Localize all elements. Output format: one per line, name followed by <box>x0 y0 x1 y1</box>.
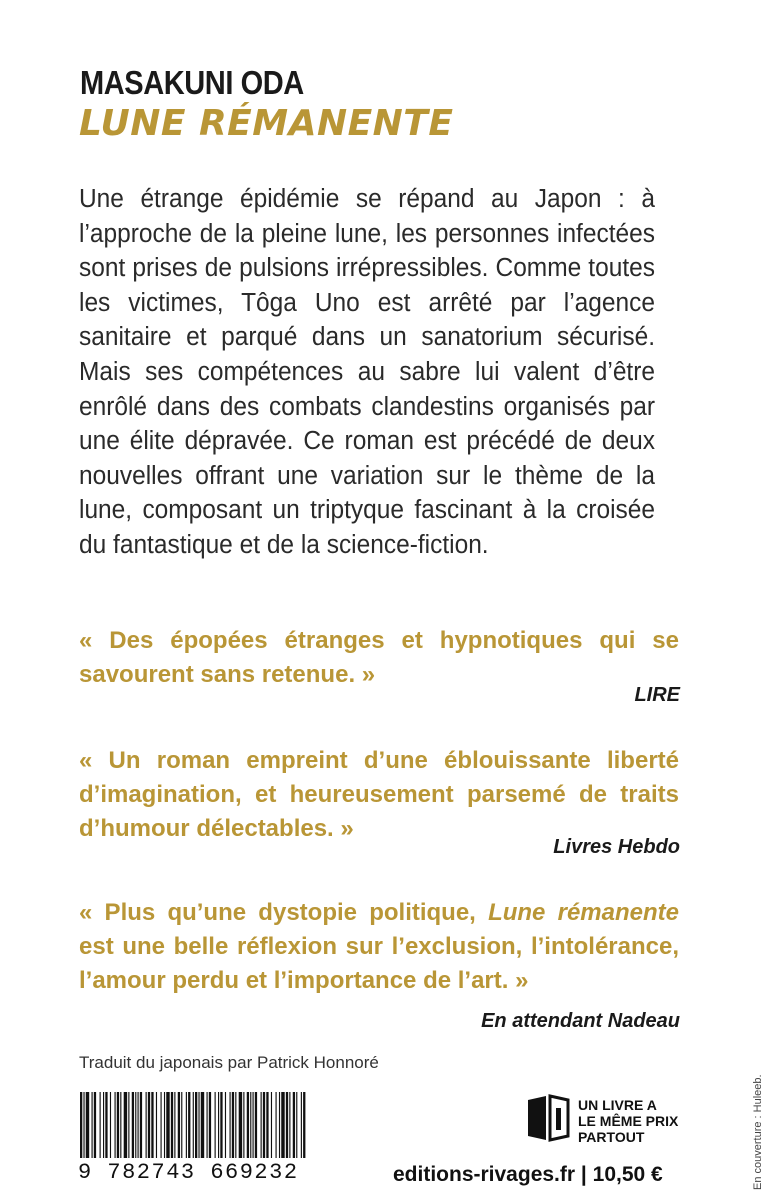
barcode-bar <box>250 1092 251 1158</box>
press-source-2: Livres Hebdo <box>553 836 680 858</box>
barcode-bar <box>303 1092 305 1158</box>
barcode-bar <box>80 1092 82 1158</box>
slogan-line-2: LE MÊME PRIX <box>578 1113 679 1129</box>
quote-3-book-title: Lune rémanente <box>488 899 679 926</box>
press-source-1: LIRE <box>634 684 680 706</box>
barcode-bar <box>138 1092 139 1158</box>
barcode-bar <box>253 1092 254 1158</box>
barcode-bar <box>161 1092 162 1158</box>
barcode-bar <box>220 1092 222 1158</box>
barcode-bar <box>164 1092 165 1158</box>
barcode-bar <box>230 1092 231 1158</box>
barcode-bar <box>148 1092 150 1158</box>
book-price: 10,50 € <box>592 1163 663 1186</box>
barcode-bar <box>132 1092 134 1158</box>
barcode-bar <box>174 1092 175 1158</box>
author-name: MASAKUNI ODA <box>80 64 304 101</box>
barcode-bar <box>201 1092 204 1158</box>
barcode-bar <box>92 1092 93 1158</box>
barcode-bar <box>193 1092 194 1158</box>
translator-credit: Traduit du japonais par Patrick Honnoré <box>79 1053 379 1072</box>
barcode-bar <box>115 1092 116 1158</box>
barcode-bar <box>225 1092 226 1158</box>
footer-separator: | <box>580 1163 587 1186</box>
barcode-bar <box>181 1092 182 1158</box>
barcode-bar <box>166 1092 169 1158</box>
barcode-bar <box>235 1092 236 1158</box>
barcode-bar <box>279 1092 280 1158</box>
barcode-bar <box>86 1092 89 1158</box>
barcode-bar <box>207 1092 208 1158</box>
barcode-bar <box>83 1092 84 1158</box>
barcode-bar <box>110 1092 111 1158</box>
barcode-bar <box>286 1092 288 1158</box>
barcode-bar <box>151 1092 153 1158</box>
barcode-bar <box>103 1092 104 1158</box>
footer <box>393 1163 663 1187</box>
barcode-bar <box>117 1092 119 1158</box>
barcode-bar <box>94 1092 96 1158</box>
barcode-bar <box>140 1092 142 1158</box>
prix-unique-slogan <box>578 1097 678 1145</box>
blurb-text: Une étrange épidémie se répand au Japon : à l’approche de la pleine lune, les personnes infectées sont prises de pulsions irrépressibles. Comme toutes les victimes, Tôga Uno est arrêté par l’agence sanitaire et parqué dans un sanatorium sécurisé. Mais ses compétences au sabre lui valent d’être enrôlé dans des combats clandestins organisés par une élite dépravée. Ce roman est précédé de deux nouvelles offrant une variation sur le thème de la lune, composant un triptyque fascinant à la croisée du fantastique et de la science-fiction. <box>79 185 655 559</box>
press-quote-3 <box>79 896 679 998</box>
slogan-line-3: PARTOUT <box>578 1129 645 1145</box>
quote-3-part-1: « Plus qu’une dystopie politique, <box>79 899 489 926</box>
barcode-bar <box>215 1092 216 1158</box>
barcode-bar <box>261 1092 262 1158</box>
barcode-bar <box>186 1092 187 1158</box>
publisher-website[interactable]: editions-rivages.fr <box>393 1163 576 1186</box>
barcode-bar <box>128 1092 129 1158</box>
barcode-bar <box>301 1092 302 1158</box>
cover-credit: En couverture : Huleeb. <box>752 1074 764 1190</box>
barcode-bar <box>105 1092 107 1158</box>
barcode-bar <box>276 1092 277 1158</box>
barcode-bar <box>156 1092 157 1158</box>
barcode-bar <box>100 1092 101 1158</box>
barcode-bar <box>232 1092 234 1158</box>
barcode-bar <box>247 1092 249 1158</box>
barcode-bar <box>296 1092 297 1158</box>
barcode-bar <box>243 1092 244 1158</box>
barcode-bar <box>195 1092 197 1158</box>
press-quote-2: « Un roman empreint d’une éblouissante liberté d’imagination, et heureusement parsemé de traits d’humour délectables. » <box>79 747 679 842</box>
barcode-bar <box>271 1092 272 1158</box>
barcode-bar <box>266 1092 268 1158</box>
barcode-bar <box>209 1092 211 1158</box>
barcode-bar <box>124 1092 127 1158</box>
book-title: LUNE RÉMANENTE <box>79 103 454 144</box>
barcode-bar <box>239 1092 242 1158</box>
barcode-bar <box>135 1092 136 1158</box>
barcode-bar <box>281 1092 284 1158</box>
barcode-bar <box>218 1092 219 1158</box>
press-quote-1: « Des épopées étranges et hypnotiques qui se savourent sans retenue. » <box>79 627 679 688</box>
barcode-bar <box>263 1092 265 1158</box>
barcode-bar <box>171 1092 173 1158</box>
slogan-line-1: UN LIVRE A <box>578 1097 657 1113</box>
quote-3-part-2: est une belle réflexion sur l’exclusion, l’intolérance, l’amour perdu et l’importance de l’art. » <box>79 933 679 994</box>
barcode-bar <box>178 1092 180 1158</box>
barcode-bar <box>293 1092 295 1158</box>
barcode-bar <box>188 1092 190 1158</box>
barcode-bar <box>289 1092 290 1158</box>
prix-unique-logo-icon <box>526 1094 570 1142</box>
barcode-bar <box>255 1092 257 1158</box>
barcode-bar <box>120 1092 121 1158</box>
barcode-bar <box>198 1092 199 1158</box>
isbn-number: 9 782743 669232 <box>78 1160 299 1185</box>
press-source-3: En attendant Nadeau <box>481 1010 680 1032</box>
barcode-bar <box>146 1092 147 1158</box>
